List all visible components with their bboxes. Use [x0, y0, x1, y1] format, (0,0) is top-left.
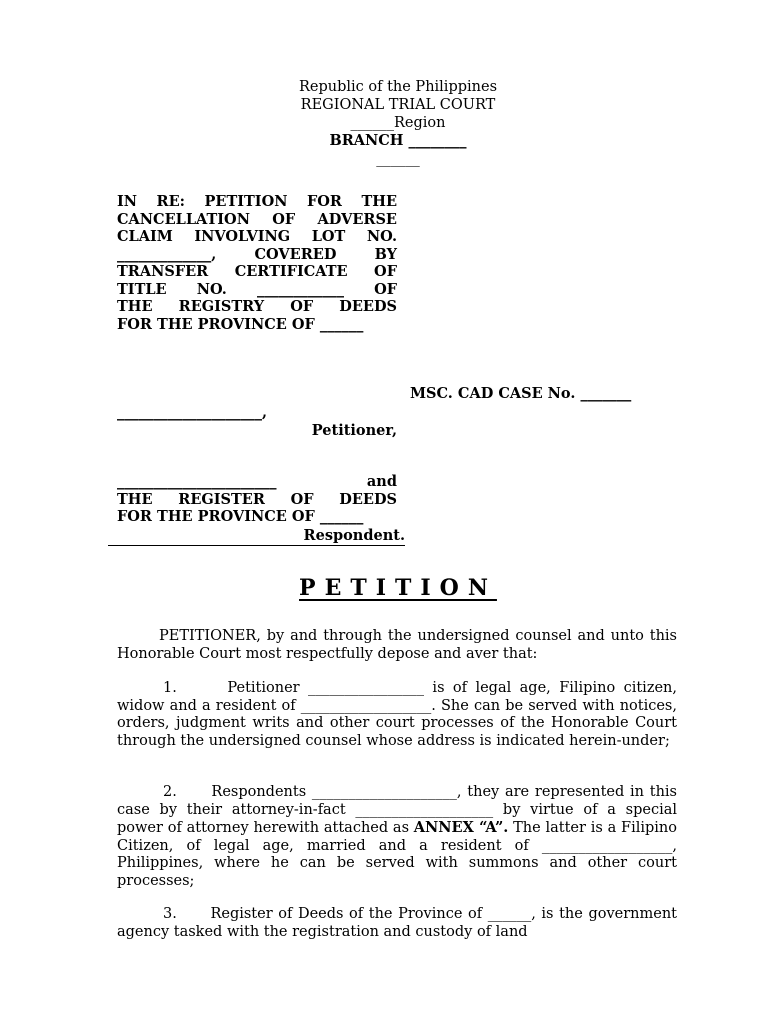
caption-line: TRANSFER CERTIFICATE OF	[117, 263, 397, 280]
caption-line: _____________, COVERED BY	[117, 245, 397, 263]
header-branch-blank: ______	[376, 151, 420, 167]
intro-paragraph: PETITIONER, by and through the undersigned counsel and unto this Honorable Court most respectfully depose and aver that:	[117, 628, 677, 662]
caption-line: CLAIM INVOLVING LOT NO.	[117, 228, 397, 245]
respondent-line: ______________________ and	[117, 473, 397, 490]
petitioner-blank: ____________________,	[117, 404, 268, 421]
header-region: ______Region	[350, 115, 446, 131]
paragraph-3: 3. Register of Deeds of the Province of ______, is the government agency tasked with the registration and custody of land	[117, 906, 682, 940]
header-republic: Republic of the Philippines	[298, 79, 498, 95]
document-title-text: PETITION	[299, 575, 497, 601]
caption-line: IN RE: PETITION FOR THE	[117, 193, 397, 210]
paragraph-2-text-b: The latter is a Filipino Citizen, of legal age, married and a resident of __________________, Philippines, where he can be served with summons and other court processes;	[117, 820, 682, 889]
respondent-block	[117, 473, 397, 526]
caption-line: TITLE NO. ____________ OF	[117, 280, 397, 298]
header-court: REGIONAL TRIAL COURT	[300, 97, 496, 113]
header-branch: BRANCH ________	[329, 132, 467, 149]
respondent-province-line: FOR THE PROVINCE OF ______	[117, 508, 364, 525]
caption-line: FOR THE PROVINCE OF ______	[117, 315, 364, 333]
annex-reference: ANNEX “A”.	[413, 819, 509, 837]
document-title	[0, 575, 768, 601]
petitioner-label: Petitioner,	[311, 422, 397, 439]
respondent-line: THE REGISTER OF DEEDS	[117, 490, 397, 508]
paragraph-1: 1. Petitioner ________________ is of legal age, Filipino citizen, widow and a resident of __________________. She can be served with notices, orders, judgment writs and other court processes of the Honorable Court through the undersigned counsel whose address is indicated herein-under;	[117, 680, 682, 749]
caption-line: CANCELLATION OF ADVERSE	[117, 210, 397, 228]
paragraph-2	[117, 784, 682, 891]
case-caption	[117, 193, 397, 333]
paragraph-2-text-a: 2. Respondents ____________________, they are represented in this case by their attorney-in-fact ___________________ by virtue of a special power of attorney herewith attached as	[117, 784, 682, 837]
respondent-label: Respondent.	[108, 527, 405, 546]
caption-line: THE REGISTRY OF DEEDS	[117, 298, 397, 315]
case-number: MSC. CAD CASE No. _______	[410, 385, 632, 402]
